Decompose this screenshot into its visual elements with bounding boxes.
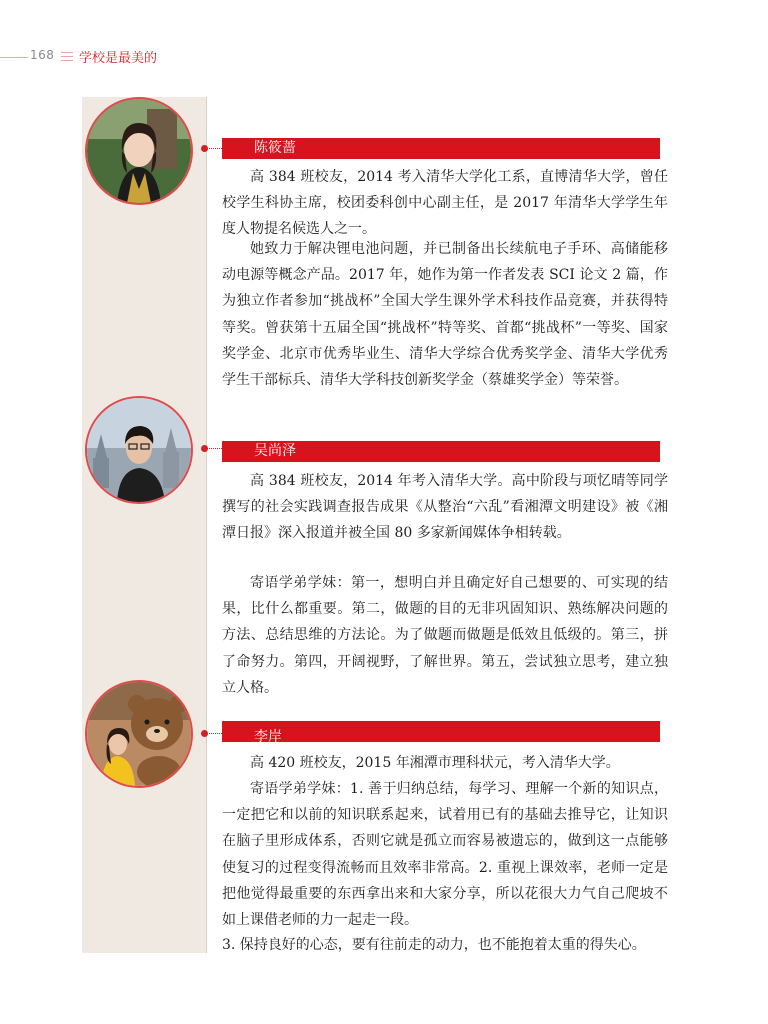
profile-1-marker-dot (201, 145, 208, 152)
header-bars-ornament (61, 52, 73, 63)
profile-2-name-bar (222, 441, 660, 462)
left-decor-band (82, 97, 206, 953)
profile-1-avatar (85, 97, 193, 205)
running-title: 学校是最美的 (79, 51, 158, 66)
profile-3-paragraph-3: 3. 保持良好的心态，要有往前走的动力，也不能抱着太重的得失心。 (222, 937, 646, 953)
running-header (0, 44, 300, 70)
page-number: 168 (30, 48, 55, 62)
profile-2-marker-dot (201, 445, 208, 452)
profile-2-avatar (85, 396, 193, 504)
portrait-woman-with-bear-icon (87, 682, 191, 786)
profile-3-name: 李岸 (254, 729, 282, 745)
profile-3-avatar (85, 680, 193, 788)
profile-3-paragraph-1: 高 420 班校友，2015 年湘潭市理科状元，考入清华大学。 (250, 755, 620, 771)
profile-3-paragraph-2: 寄语学弟学妹：1. 善于归纳总结，每学习、理解一个新的知识点，一定把它和以前的知识联系起来，试着用已有的基础去推导它，让知识在脑子里形成体系，否则它就是孤立而容易被遗忘的，做到这一点能够使复习的过程变得流畅而且效率非常高。2. 重视上课效率，老师一定是把他觉得最重要的东西拿出来和大家分享，所以花很大力气自己爬坡不如上课借老师的力一起走一段。 (222, 781, 668, 929)
portrait-graduate-icon (87, 99, 191, 203)
profile-1-name-bar (222, 138, 660, 159)
profile-3-name-bar (222, 721, 660, 745)
profile-3-marker-dot (201, 730, 208, 737)
profile-2-paragraph-2: 寄语学弟学妹：第一，想明白并且确定好自己想要的、可实现的结果，比什么都重要。第二，做题的目的无非巩固知识、熟练解决问题的方法、总结思维的方法论。为了做题而做题是低效且低级的。第三，拼了命努力。第四，开阔视野，了解世界。第五，尝试独立思考，建立独立人格。 (222, 575, 668, 696)
profile-2-name: 吴尚泽 (254, 443, 296, 459)
profile-1-paragraph-2: 她致力于解决锂电池问题，并已制备出长续航电子手环、高储能移动电源等概念产品。2017 年，她作为第一作者发表 SCI 论文 2 篇，作为独立作者参加“挑战杯”全国大学生课外学术科技作品竞赛，并获得特等奖。曾获第十五届全国“挑战杯”特等奖、首都“挑战杯”一等奖、国家奖学金、北京市优秀毕业生、清华大学综合优秀奖学金、清华大学优秀学生干部标兵、清华大学科技创新奖学金（蔡雄奖学金）等荣誉。 (222, 241, 668, 389)
profile-2-paragraph-1: 高 384 班校友，2014 年考入清华大学。高中阶段与项忆晴等同学撰写的社会实践调查报告成果《从整治“六乱”看湘潭文明建设》被《湘潭日报》深入报道并被全国 80 多家新闻媒体争相转载。 (222, 473, 668, 542)
profile-1-name: 陈筱蔷 (254, 140, 296, 156)
band-edge-line (206, 97, 207, 953)
header-rule (0, 57, 28, 58)
profile-1-paragraph-1: 高 384 班校友，2014 考入清华大学化工系，直博清华大学，曾任校学生科协主席，校团委科创中心副主任，是 2017 年清华大学学生年度人物提名候选人之一。 (222, 169, 668, 238)
portrait-young-man-icon (87, 398, 191, 502)
